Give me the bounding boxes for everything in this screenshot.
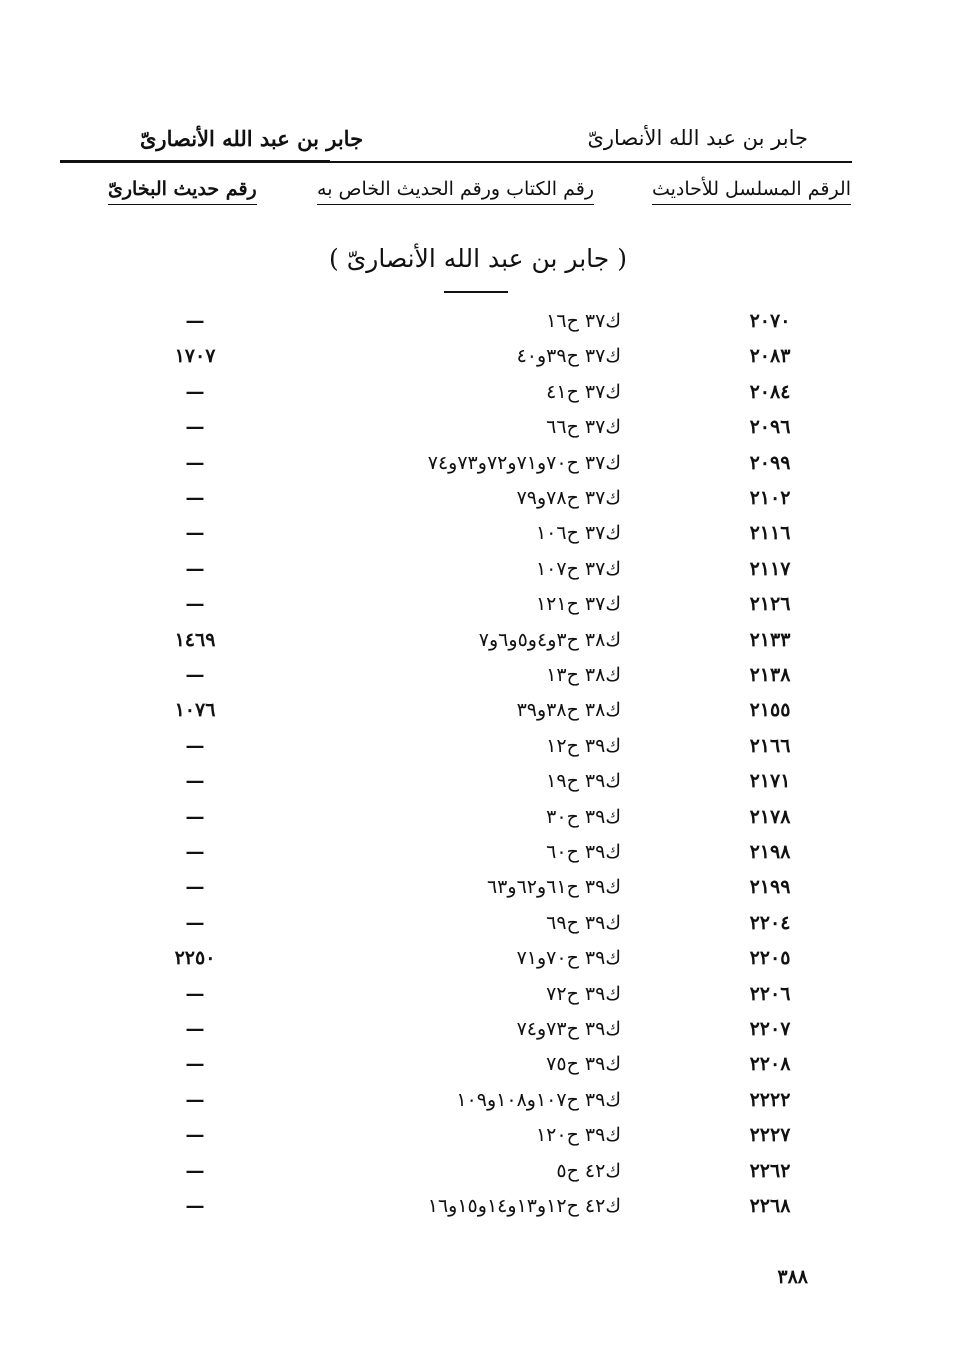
book-hadith-cell: ك٤٢ ح١٢و١٣و١٤و١٥و١٦ — [427, 1195, 621, 1217]
serial-number-cell: ٢٠٧٠ — [749, 310, 791, 332]
book-hadith-cell: ك٣٩ ح٧٥ — [546, 1053, 621, 1076]
serial-number-cell: ٢٠٨٣ — [749, 345, 791, 368]
book-hadith-cell: ك٣٧ ح٦٦ — [546, 416, 621, 439]
bukhari-number-cell: — — [185, 876, 205, 899]
table-row — [0, 979, 956, 1009]
bukhari-number-cell: — — [185, 593, 205, 616]
table-row — [0, 589, 956, 619]
serial-number-cell: ٢١٥٥ — [749, 699, 791, 722]
book-hadith-cell: ك٣٧ ح١٠٧ — [535, 557, 621, 580]
bukhari-number-cell: — — [185, 557, 205, 580]
book-hadith-cell: ك٣٧ ح٧٠و٧١و٧٢و٧٣و٧٤ — [427, 451, 621, 474]
serial-number-cell: ٢١٣٣ — [749, 628, 791, 651]
bukhari-number-cell: — — [185, 380, 205, 403]
book-hadith-cell: ك٣٩ ح٦١و٦٢و٦٣ — [486, 876, 621, 899]
serial-number-cell: ٢١٦٦ — [749, 734, 791, 757]
book-hadith-cell: ك٣٨ ح٣٨و٣٩ — [516, 699, 621, 722]
serial-number-cell: ٢٠٩٩ — [749, 451, 791, 474]
table-row — [0, 306, 956, 336]
table-row — [0, 731, 956, 761]
bukhari-number-cell: — — [185, 805, 205, 828]
bukhari-number-cell: — — [185, 664, 205, 686]
bukhari-number-cell: — — [185, 1124, 205, 1147]
table-row — [0, 1014, 956, 1044]
table-row — [0, 1156, 956, 1186]
table-row — [0, 837, 956, 867]
table-row — [0, 412, 956, 442]
book-hadith-cell: ك٣٧ ح٣٩و٤٠ — [516, 345, 621, 368]
book-hadith-cell: ك٣٩ ح٧٣و٧٤ — [516, 1018, 621, 1040]
serial-number-cell: ٢١٩٩ — [749, 876, 791, 899]
table-row — [0, 341, 956, 371]
section-rule — [444, 291, 508, 293]
serial-number-cell: ٢٢٠٨ — [749, 1053, 791, 1076]
table-row — [0, 377, 956, 407]
bukhari-number-cell: — — [185, 416, 205, 439]
serial-number-cell: ٢٠٨٤ — [749, 380, 791, 403]
book-hadith-cell: ك٣٩ ح١٩ — [546, 770, 621, 793]
bukhari-number-cell: — — [185, 1159, 205, 1182]
book-hadith-cell: ك٣٩ ح٦٩ — [546, 911, 621, 934]
table-row — [0, 660, 956, 690]
table-row — [0, 625, 956, 655]
running-head-right: جابر بن عبد الله الأنصارىّ — [587, 126, 808, 150]
column-header-serial: الرقم المسلسل للأحاديث — [652, 178, 851, 205]
serial-number-cell: ٢٢٢٢ — [749, 1088, 791, 1111]
bukhari-number-cell: — — [185, 1053, 205, 1076]
bukhari-number-cell: — — [185, 734, 205, 757]
table-row — [0, 1120, 956, 1150]
column-header-bukhari: رقم حديث البخارىّ — [108, 178, 257, 205]
book-hadith-cell: ك٣٩ ح٧٢ — [546, 982, 621, 1005]
section-title: ( جابر بن عبد الله الأنصارىّ ) — [329, 244, 627, 273]
serial-number-cell: ٢٢٦٨ — [749, 1195, 791, 1217]
table-row — [0, 766, 956, 796]
running-head-left: جابر بن عبد الله الأنصارىّ — [140, 126, 364, 151]
bukhari-number-cell: ١٧٠٧ — [174, 345, 216, 368]
table-row — [0, 1049, 956, 1079]
bukhari-number-cell: — — [185, 770, 205, 793]
bukhari-number-cell: — — [185, 1195, 205, 1217]
book-hadith-cell: ك٣٩ ح١٢٠ — [535, 1124, 621, 1147]
bukhari-number-cell: — — [185, 451, 205, 474]
page-number: ٣٨٨ — [777, 1266, 808, 1288]
bukhari-number-cell: — — [185, 310, 205, 332]
serial-number-cell: ٢١٩٨ — [749, 841, 791, 863]
book-hadith-cell: ك٣٩ ح٧٠و٧١ — [516, 947, 621, 970]
book-hadith-cell: ك٣٧ ح١٠٦ — [535, 522, 621, 545]
serial-number-cell: ٢٢٠٥ — [749, 947, 791, 970]
table-row — [0, 1085, 956, 1115]
serial-number-cell: ٢٠٩٦ — [749, 416, 791, 439]
column-header-book: رقم الكتاب ورقم الحديث الخاص به — [317, 178, 594, 205]
bukhari-number-cell: ١٤٦٩ — [174, 628, 216, 651]
book-hadith-cell: ك٣٩ ح١٢ — [546, 734, 621, 757]
bukhari-number-cell: — — [185, 522, 205, 545]
bukhari-number-cell: ١٠٧٦ — [174, 699, 216, 722]
table-row — [0, 483, 956, 513]
table-row — [0, 908, 956, 938]
table-row — [0, 1191, 956, 1221]
bukhari-number-cell: — — [185, 487, 205, 509]
serial-number-cell: ٢١٣٨ — [749, 664, 791, 686]
book-hadith-cell: ك٣٨ ح١٣ — [546, 664, 621, 686]
table-row — [0, 695, 956, 725]
book-hadith-cell: ك٣٨ ح٣و٤و٥و٦و٧ — [478, 628, 621, 651]
bukhari-number-cell: — — [185, 1088, 205, 1111]
bukhari-number-cell: ٢٢٥٠ — [174, 947, 216, 970]
serial-number-cell: ٢١٧٨ — [749, 805, 791, 828]
serial-number-cell: ٢١١٦ — [749, 522, 791, 545]
table-row — [0, 943, 956, 973]
table-row — [0, 802, 956, 832]
table-row — [0, 518, 956, 548]
serial-number-cell: ٢١٠٢ — [749, 487, 791, 509]
table-row — [0, 554, 956, 584]
book-hadith-cell: ك٣٩ ح١٠٧و١٠٨و١٠٩ — [456, 1088, 621, 1111]
book-hadith-cell: ك٣٩ ح٦٠ — [546, 841, 621, 863]
serial-number-cell: ٢٢٠٧ — [749, 1018, 791, 1040]
bukhari-number-cell: — — [185, 1018, 205, 1040]
book-hadith-cell: ك٣٧ ح١٦ — [546, 310, 621, 332]
book-hadith-cell: ك٣٧ ح٤١ — [546, 380, 621, 403]
book-hadith-cell: ك٣٩ ح٣٠ — [546, 805, 621, 828]
bukhari-number-cell: — — [185, 841, 205, 863]
header-rule-thick — [60, 160, 330, 163]
table-row — [0, 872, 956, 902]
serial-number-cell: ٢١٧١ — [749, 770, 791, 793]
book-hadith-cell: ك٣٧ ح٧٨و٧٩ — [516, 487, 621, 509]
serial-number-cell: ٢١٢٦ — [749, 593, 791, 616]
serial-number-cell: ٢٢٦٢ — [749, 1159, 791, 1182]
bukhari-number-cell: — — [185, 911, 205, 934]
serial-number-cell: ٢٢٠٤ — [749, 911, 791, 934]
book-hadith-cell: ك٣٧ ح١٢١ — [535, 593, 621, 616]
book-hadith-cell: ك٤٢ ح٥ — [556, 1159, 621, 1182]
bukhari-number-cell: — — [185, 982, 205, 1005]
serial-number-cell: ٢٢٠٦ — [749, 982, 791, 1005]
serial-number-cell: ٢١١٧ — [749, 557, 791, 580]
serial-number-cell: ٢٢٢٧ — [749, 1124, 791, 1147]
table-row — [0, 448, 956, 478]
